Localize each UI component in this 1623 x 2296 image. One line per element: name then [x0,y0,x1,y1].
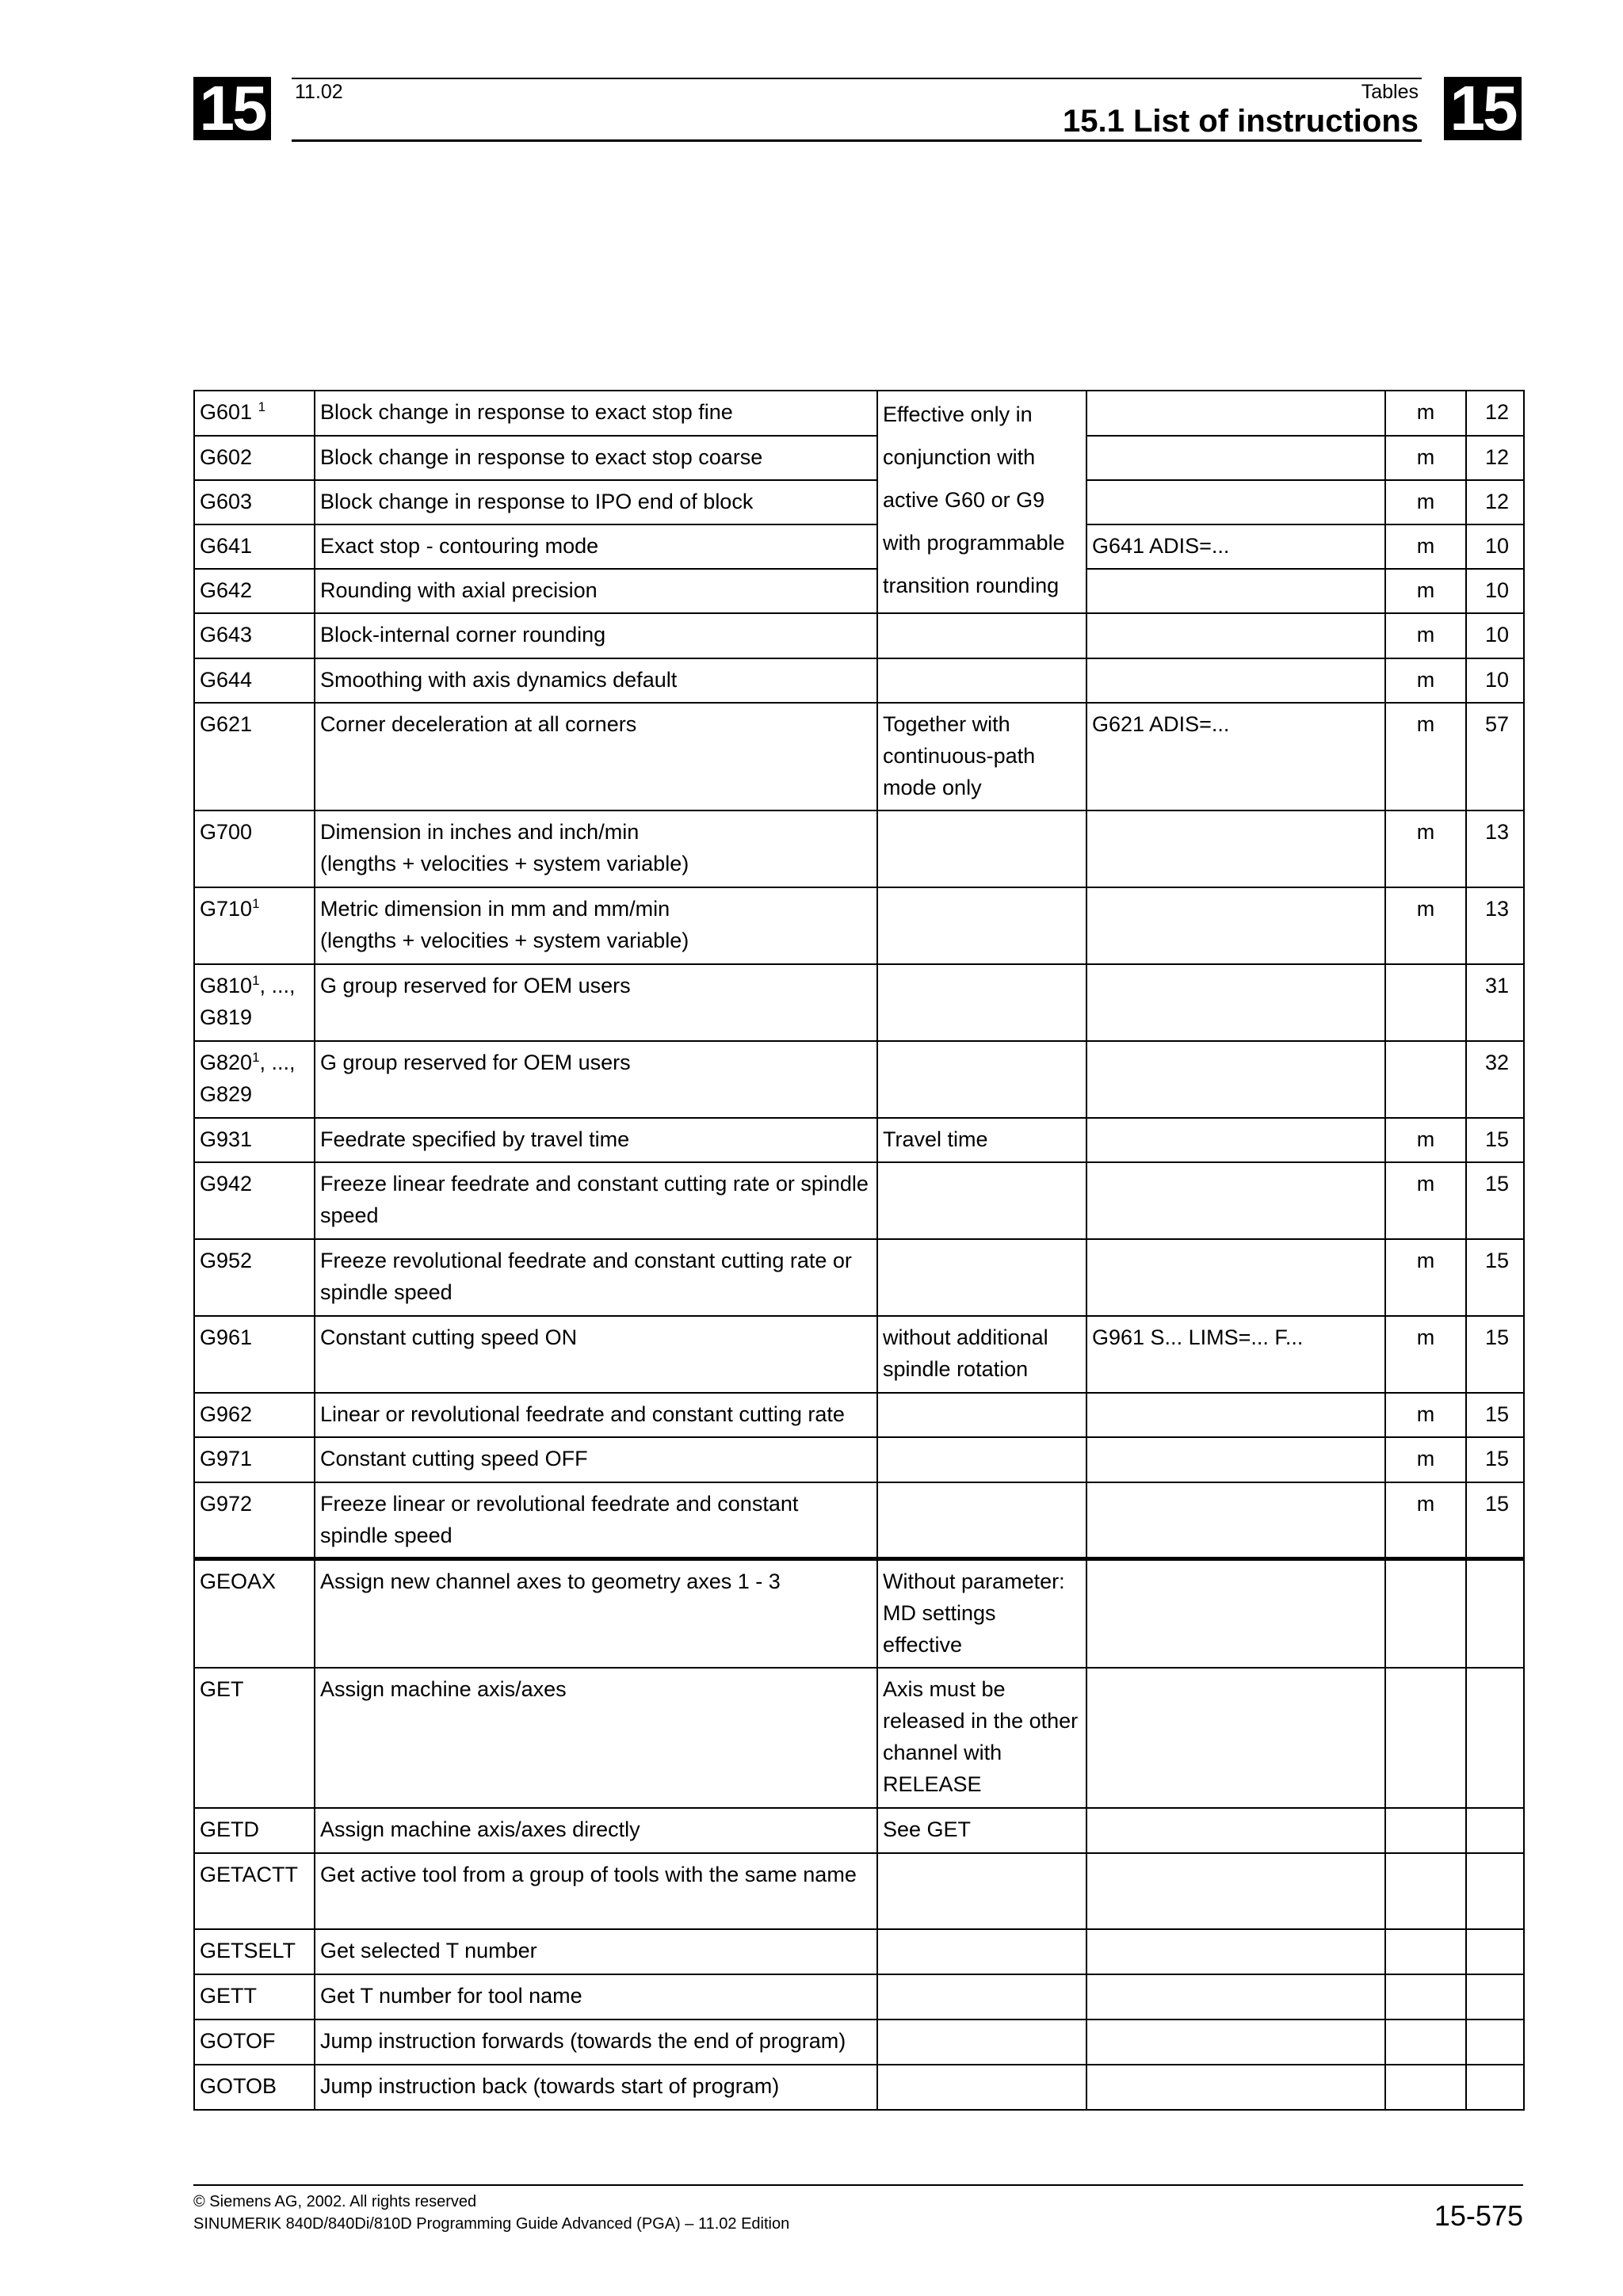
instruction-code-range: , ..., [259,974,296,997]
instruction-code [194,1974,315,2019]
instruction-description [315,703,877,810]
instruction-type: m [1385,1316,1466,1393]
instruction-note [877,613,1086,658]
instruction-code-end: G819 [200,1005,253,1029]
instruction-code-text: G642 [200,578,253,602]
description-text: Metric dimension in mm and mm/min [320,897,670,921]
instruction-note [877,1482,1086,1559]
description-text: Freeze revolutional feedrate and constant cutting rate or spindle speed [320,1249,852,1304]
instruction-code-text: G603 [200,490,253,513]
instruction-type: m [1385,1239,1466,1316]
table-row [194,436,1524,480]
instruction-type [1385,964,1466,1041]
instruction-code [194,613,315,658]
instruction-code [194,1239,315,1316]
instruction-code-text: G942 [200,1172,253,1196]
instruction-syntax [1086,887,1385,964]
instruction-code [194,1118,315,1162]
instruction-type: m [1385,613,1466,658]
instruction-group: 15 [1466,1239,1524,1316]
table-row [194,1853,1524,1929]
instruction-description [315,1808,877,1853]
table-row [194,1041,1524,1118]
description-text: Assign machine axis/axes [320,1676,567,1701]
instruction-note [877,1974,1086,2019]
instruction-note [877,1041,1086,1118]
instruction-code [194,1162,315,1239]
instruction-description [315,810,877,887]
instruction-type [1385,1808,1466,1853]
instruction-type: m [1385,1437,1466,1482]
description-text: Constant cutting speed ON [320,1325,578,1349]
instruction-type [1385,1929,1466,1974]
table-row [194,1162,1524,1239]
footnote-marker: 1 [252,973,260,988]
instruction-note [877,1853,1086,1929]
description-text: Dimension in inches and inch/min [320,820,640,844]
instruction-type [1385,1974,1466,2019]
instruction-syntax [1086,436,1385,480]
merged-note-cell [877,391,1086,613]
instruction-type: m [1385,703,1466,810]
instruction-description [315,1393,877,1437]
instruction-syntax [1086,2065,1385,2110]
description-text: G group reserved for OEM users [320,1051,631,1074]
description-text: Get active tool from a group of tools with the same name [320,1862,857,1886]
instruction-group: 15 [1466,1118,1524,1162]
instruction-description [315,1668,877,1808]
instruction-description [315,1929,877,1974]
instruction-code-text: GETSELT [200,1938,296,1962]
instruction-syntax [1086,1162,1385,1239]
instruction-description [315,613,877,658]
instruction-description [315,1162,877,1239]
instruction-group: 12 [1466,480,1524,524]
instruction-code [194,1482,315,1559]
instruction-syntax [1086,1559,1385,1668]
table-row [194,1808,1524,1853]
merged-note-line: with programmable [883,531,1065,555]
instruction-code-text: G971 [200,1447,253,1470]
instruction-syntax [1086,1808,1385,1853]
description-text: Assign new channel axes to geometry axes 1 - 3 [320,1569,781,1593]
table-row [194,1316,1524,1393]
page-title: 15.1 List of instructions [1063,104,1419,139]
instruction-type: m [1385,1162,1466,1239]
table-row [194,887,1524,964]
instruction-table [193,390,1525,2111]
instruction-type: m [1385,436,1466,480]
description-text: Block change in response to exact stop fine [320,400,733,424]
instruction-group: 32 [1466,1041,1524,1118]
table-row [194,1118,1524,1162]
instruction-group: 15 [1466,1162,1524,1239]
chapter-badge-right: 15 [1444,77,1522,140]
instruction-group: 12 [1466,391,1524,436]
instruction-note [877,1239,1086,1316]
description-text: Jump instruction forwards (towards the end of program) [320,2028,846,2053]
instruction-note [877,658,1086,703]
instruction-group: 13 [1466,810,1524,887]
instruction-syntax: G961 S... LIMS=... F... [1086,1316,1385,1393]
table-row [194,964,1524,1041]
chapter-badge-left: 15 [193,77,271,140]
table-row [194,1239,1524,1316]
instruction-syntax [1086,2019,1385,2065]
footnote-marker: 1 [258,399,266,414]
instruction-description [315,964,877,1041]
instruction-description [315,1316,877,1393]
instruction-description [315,1118,877,1162]
instruction-group [1466,2065,1524,2110]
table-row [194,524,1524,569]
instruction-group: 57 [1466,703,1524,810]
instruction-group: 15 [1466,1393,1524,1437]
instruction-syntax [1086,1974,1385,2019]
instruction-description [315,658,877,703]
instruction-syntax [1086,1929,1385,1974]
instruction-group: 10 [1466,613,1524,658]
instruction-syntax [1086,658,1385,703]
instruction-code-text: G644 [200,668,253,692]
instruction-syntax [1086,1041,1385,1118]
description-text: Block change in response to exact stop coarse [320,445,763,469]
instruction-type: m [1385,569,1466,613]
instruction-type: m [1385,1393,1466,1437]
table-row [194,480,1524,524]
instruction-description [315,2019,877,2065]
instruction-code-text: G621 [200,712,253,736]
description-text: Exact stop - contouring mode [320,534,599,558]
instruction-syntax [1086,1239,1385,1316]
instruction-code-text: G931 [200,1127,253,1151]
instruction-type: m [1385,480,1466,524]
instruction-note: without additional spindle rotation [877,1316,1086,1393]
footer-book-title: SINUMERIK 840D/840Di/810D Programming Guide Advanced (PGA) – 11.02 Edition [193,2215,790,2233]
instruction-code [194,2065,315,2110]
instruction-syntax [1086,1118,1385,1162]
instruction-code [194,1316,315,1393]
instruction-code [194,1808,315,1853]
description-text: Feedrate specified by travel time [320,1127,630,1151]
instruction-description [315,1437,877,1482]
instruction-syntax [1086,569,1385,613]
table-row [194,810,1524,887]
description-text: Block-internal corner rounding [320,623,606,646]
instruction-group: 15 [1466,1316,1524,1393]
instruction-group [1466,2019,1524,2065]
instruction-syntax: G641 ADIS=... [1086,524,1385,569]
description-text: Get selected T number [320,1938,537,1962]
instruction-code-text: G602 [200,445,253,469]
instruction-code-text: G952 [200,1249,253,1272]
instruction-type: m [1385,810,1466,887]
instruction-note: Without parameter: MD settings effective [877,1559,1086,1668]
instruction-syntax [1086,964,1385,1041]
instruction-code-text: G961 [200,1325,253,1349]
instruction-group: 10 [1466,524,1524,569]
instruction-type [1385,1668,1466,1808]
instruction-group [1466,1808,1524,1853]
instruction-syntax [1086,1393,1385,1437]
instruction-code-text: G643 [200,623,253,646]
instruction-code-text: G700 [200,820,253,844]
instruction-code [194,1393,315,1437]
instruction-syntax: G621 ADIS=... [1086,703,1385,810]
instruction-description [315,524,877,569]
table-row [194,703,1524,810]
instruction-code [194,658,315,703]
table-row [194,1929,1524,1974]
instruction-code [194,1853,315,1929]
instruction-description [315,480,877,524]
instruction-type [1385,1041,1466,1118]
table-row [194,658,1524,703]
instruction-type: m [1385,1118,1466,1162]
instruction-code-text: GETT [200,1983,257,2008]
instruction-code [194,1559,315,1668]
instruction-code [194,1668,315,1808]
instruction-type [1385,1853,1466,1929]
instruction-type: m [1385,887,1466,964]
footnote-marker: 1 [252,1050,260,1065]
instruction-syntax [1086,810,1385,887]
merged-note-line: active G60 or G9 [883,488,1045,512]
instruction-type [1385,2065,1466,2110]
instruction-group [1466,1668,1524,1808]
instruction-note: Travel time [877,1118,1086,1162]
instruction-group: 12 [1466,436,1524,480]
footer-rule [193,2184,1523,2186]
description-text: Jump instruction back (towards start of program) [320,2073,780,2098]
instruction-syntax [1086,1437,1385,1482]
instruction-note [877,887,1086,964]
header-date: 11.02 [295,81,343,103]
instruction-code-text: G810 [200,974,253,997]
instruction-code-text: G601 [200,400,253,424]
instruction-code [194,1929,315,1974]
instruction-note [877,1929,1086,1974]
table-row [194,1437,1524,1482]
instruction-code [194,703,315,810]
table-row [194,1668,1524,1808]
instruction-code-text: GOTOB [200,2073,277,2098]
instruction-type [1385,1559,1466,1668]
instruction-group [1466,1929,1524,1974]
instruction-code-text: G710 [200,897,253,921]
instruction-note: Together with continuous-path mode only [877,703,1086,810]
instruction-code-text: G972 [200,1492,253,1516]
description-text-line2: (lengths + velocities + system variable) [320,852,689,875]
header-rule-top [292,78,1422,79]
instruction-code [194,391,315,436]
instruction-group: 15 [1466,1482,1524,1559]
description-text: Freeze linear feedrate and constant cutting rate or spindle speed [320,1172,869,1227]
instruction-code-text: G641 [200,534,253,558]
instruction-code-text: GET [200,1676,244,1701]
description-text: Assign machine axis/axes directly [320,1817,640,1841]
instruction-type: m [1385,391,1466,436]
description-text: Block change in response to IPO end of block [320,490,754,513]
table-row [194,1559,1524,1668]
instruction-note [877,2019,1086,2065]
instruction-note [877,810,1086,887]
instruction-code [194,569,315,613]
footnote-marker: 1 [252,896,260,911]
instruction-code [194,810,315,887]
instruction-type: m [1385,1482,1466,1559]
table-row [194,569,1524,613]
instruction-code-text: GEOAX [200,1569,277,1593]
instruction-description [315,1239,877,1316]
instruction-description [315,436,877,480]
instruction-type: m [1385,658,1466,703]
instruction-code-text: GETD [200,1817,260,1841]
description-text: Linear or revolutional feedrate and constant cutting rate [320,1402,845,1426]
instruction-code [194,887,315,964]
description-text: Freeze linear or revolutional feedrate and constant spindle speed [320,1492,799,1547]
instruction-note: See GET [877,1808,1086,1853]
instruction-group: 10 [1466,658,1524,703]
instruction-group [1466,1974,1524,2019]
instruction-note [877,1437,1086,1482]
instruction-description [315,1974,877,2019]
instruction-code-range: , ..., [259,1051,296,1074]
instruction-code [194,1041,315,1118]
table-row [194,391,1524,436]
description-text: Corner deceleration at all corners [320,712,637,736]
instruction-group: 31 [1466,964,1524,1041]
table-row [194,1974,1524,2019]
instruction-syntax [1086,613,1385,658]
table-row [194,2065,1524,2110]
description-text: Rounding with axial precision [320,578,598,602]
description-text: Smoothing with axis dynamics default [320,668,678,692]
instruction-description [315,569,877,613]
instruction-description [315,1559,877,1668]
instruction-group: 10 [1466,569,1524,613]
page-number: 15-575 [1434,2199,1523,2232]
instruction-type [1385,2019,1466,2065]
instruction-group: 13 [1466,887,1524,964]
footer-copyright: © Siemens AG, 2002. All rights reserved [193,2193,477,2210]
instruction-description [315,391,877,436]
instruction-code-text: G820 [200,1051,253,1074]
instruction-syntax [1086,1668,1385,1808]
instruction-syntax [1086,391,1385,436]
merged-note-line: transition rounding [883,574,1060,597]
instruction-note [877,964,1086,1041]
table-row [194,613,1524,658]
instruction-note [877,1393,1086,1437]
instruction-syntax [1086,1853,1385,1929]
instruction-code-text: GETACTT [200,1862,298,1886]
header-rule-bottom [292,139,1422,142]
instruction-code [194,436,315,480]
instruction-code [194,524,315,569]
merged-note-line: Effective only in [883,402,1033,426]
instruction-syntax [1086,480,1385,524]
instruction-description [315,1853,877,1929]
instruction-description [315,1041,877,1118]
instruction-group: 15 [1466,1437,1524,1482]
header-section: Tables [1361,81,1419,103]
instruction-code [194,1437,315,1482]
instruction-code [194,480,315,524]
description-text: G group reserved for OEM users [320,974,631,997]
instruction-description [315,2065,877,2110]
instruction-code-end: G829 [200,1082,253,1106]
description-text: Get T number for tool name [320,1983,582,2008]
description-text-line2: (lengths + velocities + system variable) [320,929,689,952]
instruction-type: m [1385,524,1466,569]
instruction-description [315,1482,877,1559]
merged-note-line: conjunction with [883,445,1036,469]
instruction-code-text: GOTOF [200,2028,276,2053]
instruction-code-text: G962 [200,1402,253,1426]
table-row [194,1482,1524,1559]
table-row [194,2019,1524,2065]
instruction-group [1466,1853,1524,1929]
description-text: Constant cutting speed OFF [320,1447,588,1470]
instruction-code [194,2019,315,2065]
instruction-syntax [1086,1482,1385,1559]
instruction-description [315,887,877,964]
table-row [194,1393,1524,1437]
instruction-note [877,2065,1086,2110]
instruction-note [877,1162,1086,1239]
instruction-group [1466,1559,1524,1668]
instruction-table-body [194,391,1524,2110]
instruction-code [194,964,315,1041]
instruction-note: Axis must be released in the other channel with RELEASE [877,1668,1086,1808]
